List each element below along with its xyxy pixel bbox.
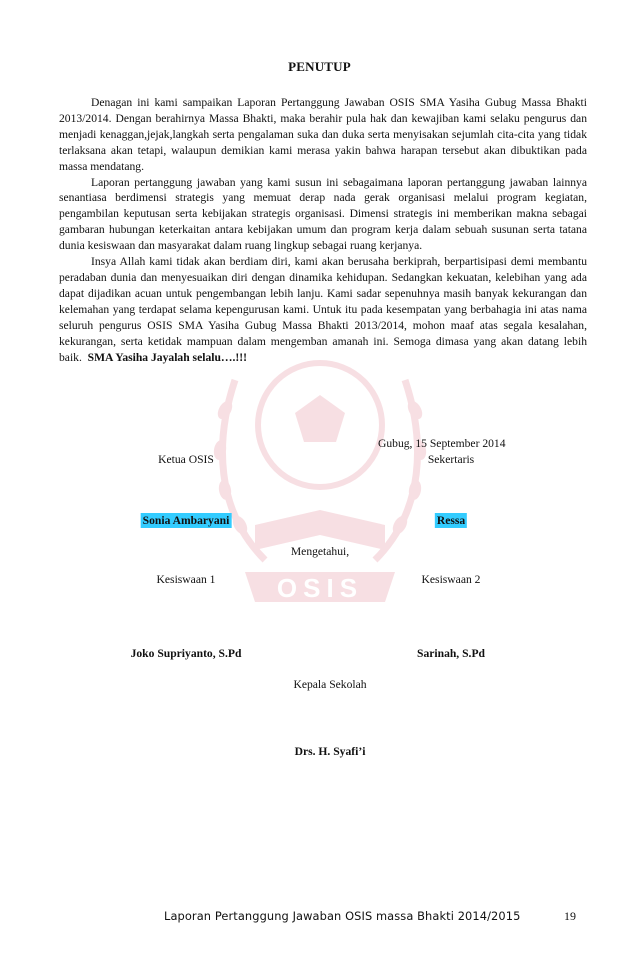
acknowledged-label: Mengetahui, [290, 545, 350, 558]
closing-motto: SMA Yasiha Jayalah selalu….!!! [87, 350, 247, 364]
kesiswaan-1-role: Kesiswaan 1 [156, 573, 216, 586]
place-date: Gubug, 15 September 2014 [378, 437, 506, 450]
right-name-highlight: Ressa [436, 514, 466, 527]
right-role: Sekertaris [427, 453, 475, 466]
page-title: PENUTUP [288, 59, 351, 74]
body-text [59, 95, 587, 365]
left-signatory-name [141, 514, 232, 527]
left-name-highlight: Sonia Ambaryani [142, 514, 230, 527]
principal-name: Drs. H. Syafi’i [294, 745, 366, 758]
paragraph-1: Denagan ini kami sampaikan Laporan Pertanggung Jawaban OSIS SMA Yasiha Gubug Massa Bhakti 2013/2014. Dengan berahirnya Massa Bhakti, maka berahir pula hak dan kewajiban kami selaku pengurus dan menjadi kenaggan,jejak,langkah serta pengalaman suka dan duka serta menyisakan sejumlah cita-cita yang tidak terlaksana akan tetapi, walaupun demikian kami merasa yakin bahwa harapan tersebut akan dibuktikan pada massa mendatang. [59, 96, 587, 173]
right-signatory-name [435, 514, 467, 527]
kesiswaan-2-name: Sarinah, S.Pd [417, 647, 485, 660]
principal-role: Kepala Sekolah [293, 678, 367, 691]
paragraph-3-text: Insya Allah kami tidak akan berdiam diri, kami akan berusaha berkiprah, berpartisipasi demi membantu peradaban dunia dan menyesuaikan diri dengan dinamika kehidupan. Sedangkan kekuatan, kelebihan yang ada dapat dijadikan acuan untuk pengembangan lebih lanju. Kami sadar sepenuhnya masih banyak kekurangan dan kelemahan yang terdapat selama kepengurusan kami. Untuk itu pada kesempatan yang berbahagia ini atas nama seluruh pengurus OSIS SMA Yasiha Gubug Massa Bhakti 2013/2014, mohon maaf atas segala kesalahan, kekurangan, serta ketidak mampuan dalam mengemban amanah ini. Semoga dimasa yang akan datang lebih baik. [59, 255, 587, 364]
left-role: Ketua OSIS [158, 453, 214, 466]
paragraph-2: Laporan pertanggung jawaban yang kami susun ini sebagaimana laporan pertanggung jawaban lainnya senantiasa berdimensi strategis yang memuat derap nada gerak organisasi melalui program kegiatan, pengambilan keputusan serta kebijakan strategis organisasi. Dimensi strategis ini memberikan makna sebagai gambaran hubungan keterkaitan antara kebijakan umum dan program kerja dalam sebuah susunan serta tatana dunia kesiswaan dan masyarakat dalam ruang lingkup sebagai ruang kerjanya. [59, 175, 587, 253]
kesiswaan-1-name: Joko Supriyanto, S.Pd [130, 647, 242, 660]
page-number: 19 [564, 909, 576, 923]
watermark-text: OSIS [276, 573, 364, 603]
footer-text: Laporan Pertanggung Jawaban OSIS massa Bhakti 2014/2015 [164, 909, 521, 923]
kesiswaan-2-role: Kesiswaan 2 [421, 573, 481, 586]
paragraph-3 [59, 254, 587, 365]
